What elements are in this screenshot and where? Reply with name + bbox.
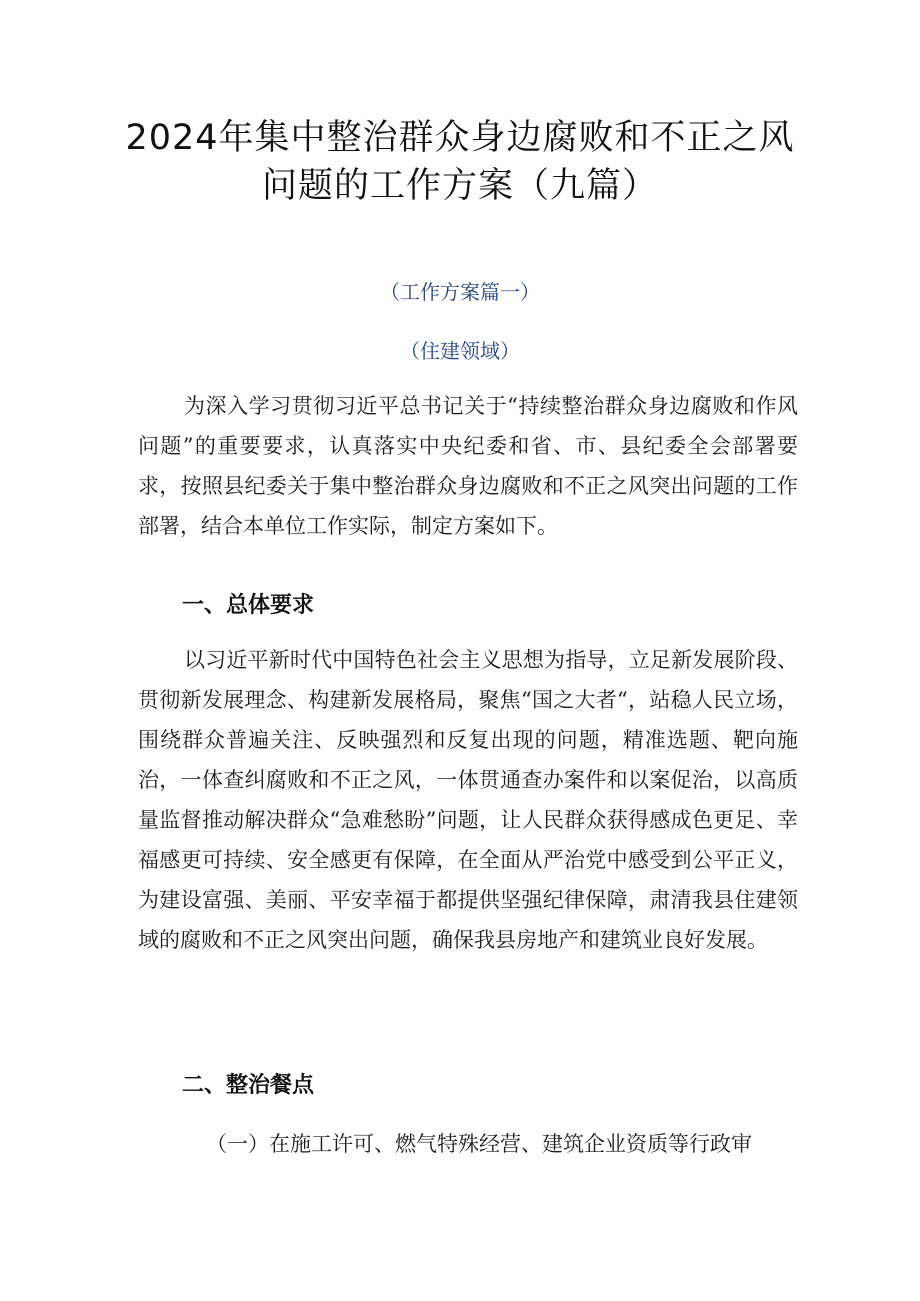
section-heading-general-requirements: 一、总体要求 <box>182 593 315 618</box>
document-field-label: （住建领域） <box>400 339 520 363</box>
document-title-line-1: 2024年集中整治群众身边腐败和不正之风 <box>125 118 795 158</box>
section-heading-rectification-points: 二、整治餐点 <box>182 1073 315 1098</box>
general-requirements-paragraph: 以习近平新时代中国特色社会主义思想为指导，立足新发展阶段、贯彻新发展理念、构建新发展格局，聚焦“国之大者“，站稳人民立场，围绕群众普遍关注、反映强烈和反复出现的问题，精准选题、靶向施治，一体查纠腐败和不正之风，一体贯通查办案件和以案促治，以高质量监督推动解决群众“急难愁盼”问题，让人民群众获得感成色更足、幸福感更可持续、安全感更有保障，在全面从严治党中感受到公平正义，为建设富强、美丽、平安幸福于都提供坚强纪律保障，肃清我县住建领域的腐败和不正之风突出问题，确保我县房地产和建筑业良好发展。 <box>138 648 798 952</box>
rectification-item-paragraph: （一）在施工许可、燃气特殊经营、建筑企业资质等行政审 <box>206 1132 752 1156</box>
intro-paragraph: 为深入学习贯彻习近平总书记关于“持续整治群众身边腐败和作风问题”的重要要求，认真落实中央纪委和省、市、县纪委全会部署要求，按照县纪委关于集中整治群众身边腐败和不正之风突出问题的工作部署，结合本单位工作实际，制定方案如下。 <box>138 394 798 538</box>
document-subtitle: （工作方案篇一） <box>380 280 540 304</box>
document-title-line-2: 问题的工作方案（九篇） <box>261 166 658 206</box>
